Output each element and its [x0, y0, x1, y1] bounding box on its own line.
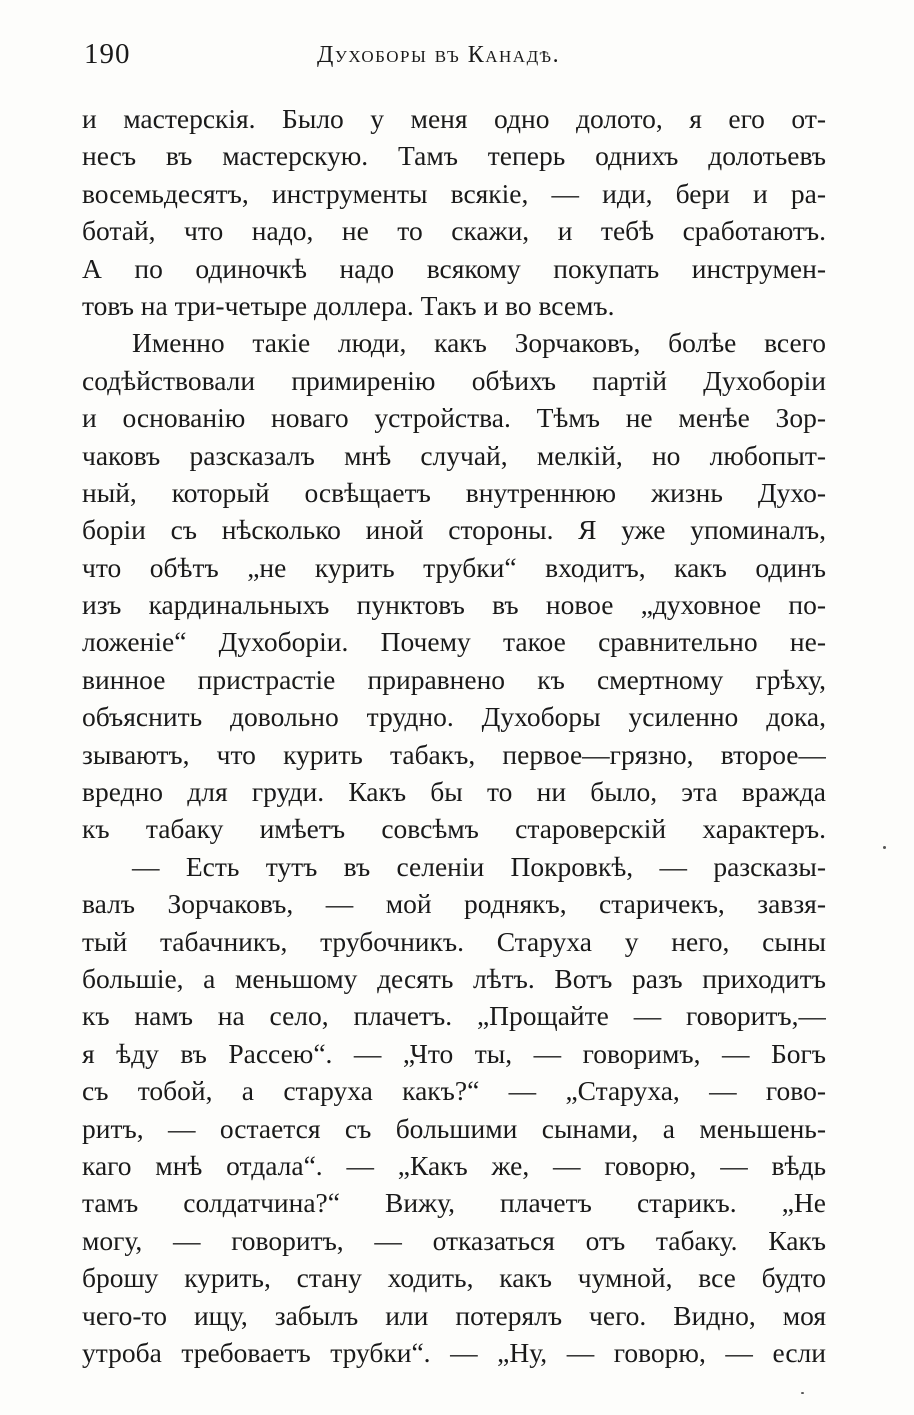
text-line: съ тобой, а старуха какъ?“ — „Старуха, — гово-	[82, 1075, 826, 1107]
text-line: большіе, а меньшому десять лѣтъ. Вотъ разъ приходитъ	[82, 962, 826, 994]
paper-speck	[883, 846, 886, 849]
text-line: ложеніе“ Духоборіи. Почему такое сравнительно не-	[82, 626, 826, 658]
text-line: несъ въ мастерскую. Тамъ теперь однихъ долотьевъ	[82, 140, 826, 172]
text-line: къ намъ на село, плачетъ. „Прощайте — говоритъ,—	[82, 1000, 826, 1032]
text-line: вредно для груди. Какъ бы то ни было, эта вражда	[82, 776, 826, 808]
text-line: утроба требоваетъ трубки“. — „Ну, — говорю, — если	[82, 1336, 826, 1368]
text-line: объяснить довольно трудно. Духоборы усиленно дока,	[82, 701, 826, 733]
paragraph-start-line: Именно такіе люди, какъ Зорчаковъ, болѣе всего	[132, 327, 826, 359]
text-line: содѣйствовали примиренію обѣихъ партій Духоборіи	[82, 364, 826, 396]
text-line: изъ кардинальныхъ пунктовъ въ новое „духовное по-	[82, 589, 826, 621]
text-line: ный, который освѣщаетъ внутреннюю жизнь Духо-	[82, 476, 826, 508]
paragraph-end-line: къ табаку имѣетъ совсѣмъ староверскій характеръ.	[82, 813, 826, 845]
text-line: боріи съ нѣсколько иной стороны. Я уже упоминалъ,	[82, 514, 826, 546]
text-line: ритъ, — остается съ большими сынами, а меньшень-	[82, 1112, 826, 1144]
text-line: я ѣду въ Рассею“. — „Что ты, — говоримъ, — Богъ	[82, 1037, 826, 1069]
text-line: брошу курить, стану ходить, какъ чумной, все будто	[82, 1262, 826, 1294]
running-head	[84, 38, 826, 78]
text-line: ботай, что надо, не то скажи, и тебѣ сработаютъ.	[82, 215, 826, 247]
text-body	[82, 100, 826, 1371]
text-line: валъ Зорчаковъ, — мой роднякъ, старичекъ, завзя-	[82, 888, 826, 920]
text-line: тый табачникъ, трубочникъ. Старуха у него, сыны	[82, 925, 826, 957]
paragraph-end-line: товъ на три-четыре доллера. Такъ и во всемъ.	[82, 289, 615, 321]
text-line: тамъ солдатчина?“ Вижу, плачетъ старикъ. „Не	[82, 1187, 826, 1219]
text-line: зываютъ, что курить табакъ, первое—грязно, второе—	[82, 738, 826, 770]
text-line: чего-то ищу, забылъ или потерялъ чего. Видно, моя	[82, 1299, 826, 1331]
text-line: каго мнѣ отдала“. — „Какъ же, — говорю, — вѣдь	[82, 1149, 826, 1181]
text-line: и мастерскія. Было у меня одно долото, я его от-	[82, 103, 826, 134]
page-number: 190	[84, 38, 131, 70]
paper-speck	[801, 1392, 804, 1394]
text-line: могу, — говоритъ, — отказаться отъ табаку. Какъ	[82, 1224, 826, 1256]
running-title: Духоборы въ Канадѣ.	[317, 42, 561, 68]
text-line: и основанію новаго устройства. Тѣмъ не менѣе Зор-	[82, 402, 826, 434]
text-line: восемьдесятъ, инструменты всякіе, — иди, бери и ра-	[82, 177, 826, 209]
text-line: А по одиночкѣ надо всякому покупать инструмен-	[82, 252, 826, 284]
text-line: что обѣтъ „не курить трубки“ входитъ, какъ одинъ	[82, 551, 826, 583]
paragraph-start-line: — Есть тутъ въ селеніи Покровкѣ, — разсказы-	[132, 850, 826, 882]
text-line: чаковъ разсказалъ мнѣ случай, мелкій, но любопыт-	[82, 439, 826, 471]
text-line: винное пристрастіе приравнено къ смертному грѣху,	[82, 663, 826, 695]
